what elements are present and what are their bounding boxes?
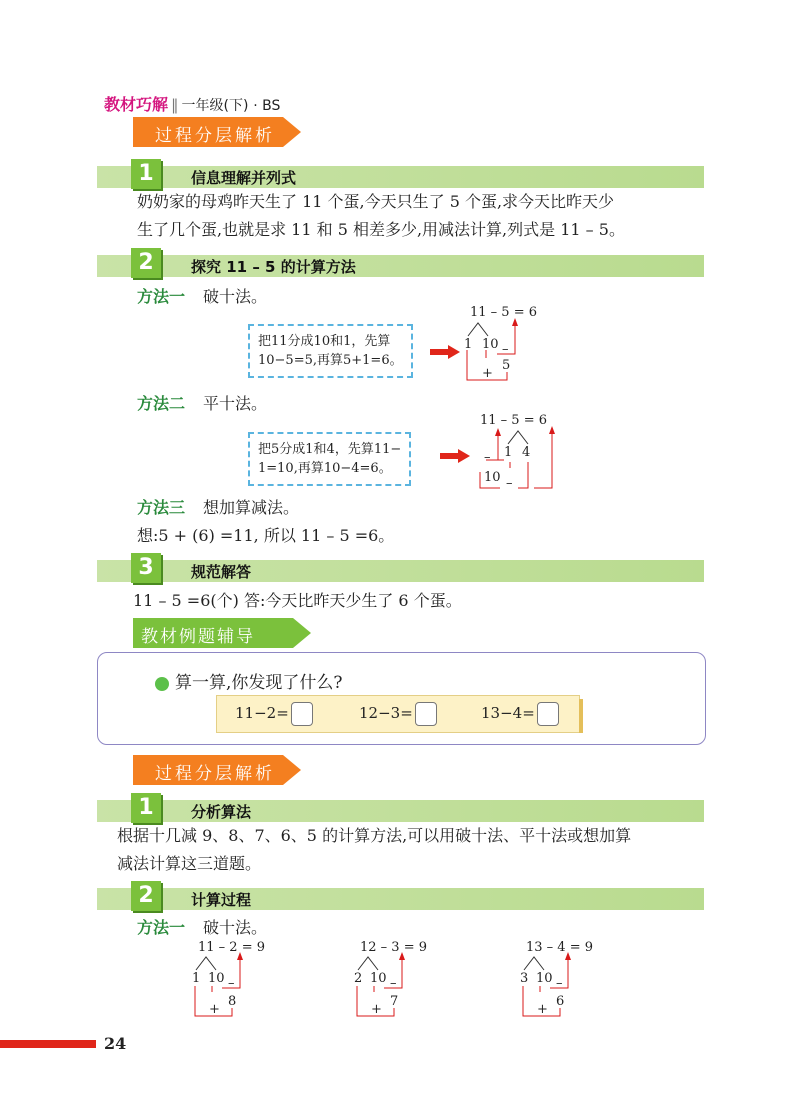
equation-bar xyxy=(216,695,580,733)
example-title: 算一算,你发现了什么? xyxy=(175,673,343,693)
example-title-row xyxy=(155,668,343,693)
step-number: 1 xyxy=(131,793,161,823)
step-title: 计算过程 xyxy=(191,891,252,909)
operator: – xyxy=(484,450,491,465)
method-text: 破十法。 xyxy=(203,918,268,937)
answer-box[interactable] xyxy=(537,702,559,726)
operator: + xyxy=(482,366,493,381)
bar-shadow xyxy=(579,699,583,733)
step-number: 3 xyxy=(131,553,161,583)
step-bar xyxy=(97,883,704,910)
operator: + xyxy=(371,1002,382,1017)
hint-box xyxy=(248,324,413,378)
step-title: 规范解答 xyxy=(191,563,252,581)
exercise xyxy=(359,702,437,726)
step-bar xyxy=(97,555,704,582)
paragraph-line: 根据十几减 9、8、7、6、5 的计算方法,可以用破十法、平十法或想加算 xyxy=(117,826,632,845)
break-ten-diagram xyxy=(462,302,552,384)
operator: – xyxy=(390,976,397,991)
red-arrow-icon xyxy=(430,345,460,359)
grade-label: 一年级(下) xyxy=(181,98,249,114)
step-number: 2 xyxy=(131,248,161,278)
method-line xyxy=(137,914,267,942)
banner-title: 教材例题辅导 xyxy=(141,627,255,647)
answer-box[interactable] xyxy=(415,702,437,726)
split-part: 10 xyxy=(482,337,499,352)
hint-line: 10−5=5,再算5+1=6。 xyxy=(258,353,403,368)
hint-line: 把5分成1和4，先算11− xyxy=(258,442,402,457)
exercise xyxy=(235,702,313,726)
step-number: 2 xyxy=(131,881,161,911)
method-line xyxy=(137,494,299,522)
operator: – xyxy=(228,976,235,991)
intermediate-result: 10 xyxy=(484,470,501,485)
think-line: 想:5 + (6) =11, 所以 11 – 5 =6。 xyxy=(137,526,395,545)
exercise-text: 13−4= xyxy=(481,704,535,722)
step-bar xyxy=(97,161,704,188)
equation: 13 – 4 = 9 xyxy=(526,940,594,955)
split-part: 3 xyxy=(520,971,529,986)
operator: + xyxy=(537,1002,548,1017)
paragraph-line: 生了几个蛋,也就是求 11 和 5 相差多少,用减法计算,列式是 11 – 5。 xyxy=(137,220,625,239)
paragraph xyxy=(117,822,631,878)
paragraph-line: 奶奶家的母鸡昨天生了 11 个蛋,今天只生了 5 个蛋,求今天比昨天少 xyxy=(137,192,615,211)
equation: 11 – 2 = 9 xyxy=(198,940,266,955)
method-text: 破十法。 xyxy=(203,287,268,306)
intermediate-result: 7 xyxy=(390,994,399,1009)
step-number: 1 xyxy=(131,159,161,189)
intermediate-result: 5 xyxy=(502,358,511,373)
exercise xyxy=(481,702,559,726)
paragraph xyxy=(137,188,625,244)
split-part: 2 xyxy=(354,971,363,986)
section-banner xyxy=(133,117,303,147)
footer-red-bar xyxy=(0,1040,96,1048)
operator: – xyxy=(502,342,509,357)
hint-line: 1=10,再算10−4=6。 xyxy=(258,461,392,476)
split-part: 10 xyxy=(370,971,387,986)
banner-title: 过程分层解析 xyxy=(155,764,275,784)
intermediate-result: 8 xyxy=(228,994,237,1009)
method-text: 平十法。 xyxy=(203,394,268,413)
operator: + xyxy=(209,1002,220,1017)
method-line xyxy=(137,390,267,418)
step-title: 探究 11 – 5 的计算方法 xyxy=(191,258,356,276)
red-arrow-icon xyxy=(440,449,470,463)
edition-label: · BS xyxy=(253,98,281,114)
equation: 11 – 5 = 6 xyxy=(470,305,538,320)
header-separator: ‖ xyxy=(171,96,179,114)
split-part: 10 xyxy=(536,971,553,986)
equation: 12 – 3 = 9 xyxy=(360,940,428,955)
exercise-text: 12−3= xyxy=(359,704,413,722)
step-bar xyxy=(97,795,704,822)
operator: – xyxy=(556,976,563,991)
split-part: 10 xyxy=(208,971,225,986)
step-bar xyxy=(97,250,704,277)
split-part: 1 xyxy=(504,445,513,460)
split-part: 4 xyxy=(522,445,531,460)
method-label: 方法二 xyxy=(137,394,186,413)
intermediate-result: 6 xyxy=(556,994,565,1009)
hint-line: 把11分成10和1，先算 xyxy=(258,334,391,349)
hint-box xyxy=(248,432,411,486)
operator: – xyxy=(506,476,513,491)
section-banner xyxy=(133,618,313,648)
break-ten-diagram xyxy=(352,940,442,1022)
method-text: 想加算减法。 xyxy=(203,498,300,517)
break-ten-diagram xyxy=(518,940,608,1022)
book-title: 教材巧解 xyxy=(104,95,169,114)
answer-box[interactable] xyxy=(291,702,313,726)
make-ten-diagram xyxy=(472,410,562,492)
page-number: 24 xyxy=(104,1034,127,1053)
method-label: 方法一 xyxy=(137,287,186,306)
step-title: 分析算法 xyxy=(191,803,252,821)
method-label: 方法三 xyxy=(137,498,186,517)
paragraph-line: 减法计算这三道题。 xyxy=(117,854,262,873)
banner-title: 过程分层解析 xyxy=(155,126,275,146)
green-dot-icon xyxy=(155,677,169,691)
answer-line: 11 – 5 =6(个) 答:今天比昨天少生了 6 个蛋。 xyxy=(133,591,462,610)
break-ten-diagram xyxy=(190,940,280,1022)
page-header xyxy=(104,92,280,115)
method-line xyxy=(137,283,267,311)
split-part: 1 xyxy=(464,337,473,352)
section-banner xyxy=(133,755,303,785)
method-label: 方法一 xyxy=(137,918,186,937)
split-part: 1 xyxy=(192,971,201,986)
step-title: 信息理解并列式 xyxy=(191,169,297,187)
exercise-text: 11−2= xyxy=(235,704,289,722)
equation: 11 – 5 = 6 xyxy=(480,413,548,428)
